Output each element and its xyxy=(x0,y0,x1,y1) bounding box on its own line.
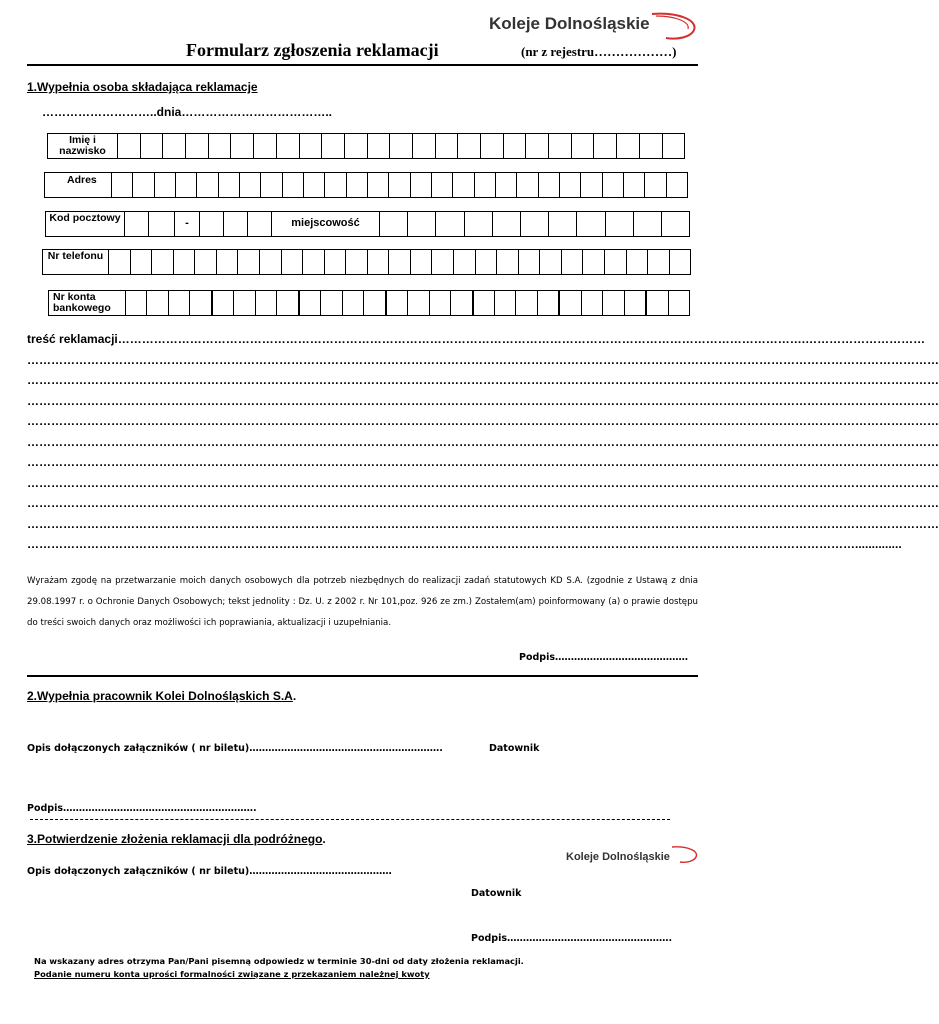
brand-logo-text-small: Koleje Dolnośląskie xyxy=(566,851,670,863)
signature-line-applicant[interactable]: Podpis…………………………………… xyxy=(519,652,689,663)
complaint-line[interactable]: ………………………………………………………………………………………………………………………………………………………………………………………………………… xyxy=(27,455,939,469)
character-cell[interactable] xyxy=(634,212,662,236)
character-cell[interactable] xyxy=(538,291,560,315)
character-cell[interactable] xyxy=(190,291,212,315)
signature-line-passenger[interactable]: Podpis……………………………………………. xyxy=(471,933,673,944)
character-cell[interactable] xyxy=(256,291,277,315)
character-cell[interactable] xyxy=(582,291,603,315)
character-cell[interactable] xyxy=(411,173,432,197)
character-cell[interactable] xyxy=(495,291,516,315)
complaint-line[interactable]: ………………………………………………………………………………………………………………………………………………………………………………………………………… xyxy=(27,434,939,449)
character-cell[interactable] xyxy=(408,212,436,236)
character-cell[interactable] xyxy=(549,212,577,236)
character-cell[interactable] xyxy=(387,291,408,315)
character-cell[interactable] xyxy=(474,291,495,315)
character-cell[interactable] xyxy=(577,212,605,236)
character-cell[interactable] xyxy=(197,173,218,197)
character-cell[interactable] xyxy=(186,134,209,158)
character-cell[interactable] xyxy=(560,291,581,315)
character-cell[interactable] xyxy=(109,250,131,274)
character-cell[interactable] xyxy=(303,250,325,274)
character-cell[interactable] xyxy=(321,291,342,315)
postal-cell[interactable] xyxy=(248,212,272,236)
character-cell[interactable] xyxy=(549,134,572,158)
character-cell[interactable] xyxy=(504,134,527,158)
character-cell[interactable] xyxy=(647,291,668,315)
name-field-label: Imię i nazwisko xyxy=(48,134,118,158)
character-cell[interactable] xyxy=(260,250,282,274)
character-cell[interactable] xyxy=(174,250,196,274)
character-cell[interactable] xyxy=(133,173,154,197)
character-cell[interactable] xyxy=(238,250,260,274)
character-cell[interactable] xyxy=(169,291,190,315)
character-cell[interactable] xyxy=(195,250,217,274)
character-cell[interactable] xyxy=(572,134,595,158)
character-cell[interactable] xyxy=(606,212,634,236)
character-cell[interactable] xyxy=(261,173,282,197)
character-cell[interactable] xyxy=(519,250,541,274)
character-cell[interactable] xyxy=(432,173,453,197)
complaint-line[interactable]: ………………………………………………………………………………………………………………………………………………………………………………………………………… xyxy=(27,393,939,408)
postal-cell[interactable] xyxy=(149,212,175,236)
section2-heading: 2.Wypełnia pracownik Kolei Dolnośląskich S.A. xyxy=(27,689,297,703)
character-cell[interactable] xyxy=(213,291,234,315)
character-cell[interactable] xyxy=(219,173,240,197)
postal-city-field[interactable] xyxy=(45,211,690,237)
character-cell[interactable] xyxy=(617,134,640,158)
footer-note-response: Na wskazany adres otrzyma Pan/Pani pisemną odpowiedz w terminie 30-dni od daty złożenia reklamacji. xyxy=(34,956,524,966)
character-cell[interactable] xyxy=(390,134,413,158)
brand-swoosh-icon-small xyxy=(670,845,700,865)
section1-heading: 1.Wypełnia osoba składająca reklamacje xyxy=(27,80,258,94)
character-cell[interactable] xyxy=(131,250,153,274)
character-cell[interactable] xyxy=(451,291,473,315)
character-cell[interactable] xyxy=(282,250,304,274)
character-cell[interactable] xyxy=(430,291,451,315)
character-cell[interactable] xyxy=(408,291,429,315)
character-cell[interactable] xyxy=(516,291,537,315)
postal-cell[interactable] xyxy=(200,212,224,236)
address-field[interactable] xyxy=(44,172,688,198)
stamp-label-staff: Datownik xyxy=(489,743,540,754)
character-cell[interactable] xyxy=(581,173,602,197)
character-cell[interactable] xyxy=(380,212,408,236)
stamp-label-passenger: Datownik xyxy=(471,888,522,899)
complaint-line[interactable]: ………………………………………………………………………………………………………………………………………………………………………………………………………… xyxy=(27,516,939,531)
place-date-line[interactable]: ………………………..dnia……………………………….. xyxy=(42,105,333,119)
footer-note-account: Podanie numeru konta uprości formalności związane z przekazaniem należnej kwoty xyxy=(34,969,430,979)
character-cell[interactable] xyxy=(594,134,617,158)
city-label: miejscowość xyxy=(272,212,380,236)
character-cell[interactable] xyxy=(669,291,689,315)
page-title: Formularz zgłoszenia reklamacji xyxy=(186,40,439,60)
character-cell[interactable] xyxy=(603,173,624,197)
character-cell[interactable] xyxy=(562,250,584,274)
complaint-line[interactable]: ………………………………………………………………………………………………………………………………………………………………………………………………………… xyxy=(27,373,939,387)
character-cell[interactable] xyxy=(648,250,670,274)
character-cell[interactable] xyxy=(254,134,277,158)
character-cell[interactable] xyxy=(325,173,346,197)
character-cell[interactable] xyxy=(368,173,389,197)
complaint-first-line[interactable]: treść reklamacji……………………………………………………………………………………………………………………………………………………….………………………… xyxy=(27,332,926,346)
phone-field[interactable] xyxy=(42,249,691,275)
character-cell[interactable] xyxy=(411,250,433,274)
character-cell[interactable] xyxy=(141,134,164,158)
character-cell[interactable] xyxy=(300,291,321,315)
character-cell[interactable] xyxy=(368,134,391,158)
address-field-label: Adres xyxy=(45,173,112,197)
character-cell[interactable] xyxy=(481,134,504,158)
character-cell[interactable] xyxy=(163,134,186,158)
character-cell[interactable] xyxy=(126,291,147,315)
character-cell[interactable] xyxy=(304,173,325,197)
character-cell[interactable] xyxy=(627,250,649,274)
character-cell[interactable] xyxy=(325,250,347,274)
character-cell[interactable] xyxy=(663,134,685,158)
character-cell[interactable] xyxy=(300,134,323,158)
section3-heading: 3.Potwierdzenie złożenia reklamacji dla podróżnego. xyxy=(27,832,326,846)
character-cell[interactable] xyxy=(465,212,493,236)
complaint-line[interactable]: ………………………………………………………………………………………………………………………………………………………………………………………………………… xyxy=(27,475,939,490)
character-cell[interactable] xyxy=(343,291,364,315)
character-cell[interactable] xyxy=(517,173,538,197)
attachments-line-passenger[interactable]: Opis dołączonych załączników ( nr biletu)……………………………………… xyxy=(27,866,392,877)
bank-account-label: Nr konta bankowego xyxy=(49,291,126,315)
character-cell[interactable] xyxy=(493,212,521,236)
character-cell[interactable] xyxy=(625,291,647,315)
character-cell[interactable] xyxy=(458,134,481,158)
character-cell[interactable] xyxy=(436,134,459,158)
character-cell[interactable] xyxy=(605,250,627,274)
character-cell[interactable] xyxy=(155,173,176,197)
header-divider xyxy=(27,64,698,66)
character-cell[interactable] xyxy=(497,250,519,274)
character-cell[interactable] xyxy=(283,173,304,197)
data-consent-text: Wyrażam zgodę na przetwarzanie moich danych osobowych dla potrzeb niezbędnych do realizacji zadań statutowych KD S.A. (zgodnie z Ustawą z dnia 29.08.1997 r. o Ochronie Danych Osobowych; tekst jednolity : Dz. U. z 2002 r. Nr 101,poz. 926 ze zm.) Zostałem(am) poinformowany (a) o prawie dostępu do treści swoich danych oraz możliwości ich poprawiania, aktualizacji i uzupełniania. xyxy=(27,576,698,628)
complaint-area[interactable] xyxy=(27,332,939,558)
complaint-label: treść reklamacji xyxy=(27,332,118,346)
character-cell[interactable] xyxy=(240,173,261,197)
character-cell[interactable] xyxy=(345,134,368,158)
character-cell[interactable] xyxy=(209,134,232,158)
character-cell[interactable] xyxy=(475,173,496,197)
character-cell[interactable] xyxy=(670,250,691,274)
postal-dash: - xyxy=(175,212,200,236)
brand-swoosh-icon xyxy=(648,10,700,42)
complaint-line[interactable]: ………………………………………………………………………………………………………………………………………………………………………………………………………… xyxy=(27,352,939,367)
character-cell[interactable] xyxy=(432,250,454,274)
character-cell[interactable] xyxy=(476,250,498,274)
character-cell[interactable] xyxy=(662,212,689,236)
character-cell[interactable] xyxy=(346,250,368,274)
character-cell[interactable] xyxy=(389,173,410,197)
character-cell[interactable] xyxy=(322,134,345,158)
character-cell[interactable] xyxy=(583,250,605,274)
postal-cell[interactable] xyxy=(125,212,149,236)
cut-line xyxy=(30,819,670,820)
brand-logo-text: Koleje Dolnośląskie xyxy=(489,14,650,33)
character-cell[interactable] xyxy=(496,173,517,197)
character-cell[interactable] xyxy=(234,291,255,315)
character-cell[interactable] xyxy=(436,212,464,236)
character-cell[interactable] xyxy=(277,134,300,158)
character-cell[interactable] xyxy=(640,134,663,158)
character-cell[interactable] xyxy=(413,134,436,158)
complaint-line[interactable]: ……………………………………………………………………………………………………………………………………………………………………………………….............. xyxy=(27,537,902,551)
register-number-field: (nr z rejestru………………) xyxy=(521,44,677,59)
signature-line-staff[interactable]: Podpis……………………………………………………. xyxy=(27,803,257,814)
character-cell[interactable] xyxy=(624,173,645,197)
section-divider xyxy=(27,675,698,677)
character-cell[interactable] xyxy=(539,173,560,197)
character-cell[interactable] xyxy=(540,250,562,274)
name-field[interactable] xyxy=(47,133,685,159)
postal-cell[interactable] xyxy=(224,212,248,236)
character-cell[interactable] xyxy=(347,173,368,197)
character-cell[interactable] xyxy=(368,250,390,274)
character-cell[interactable] xyxy=(118,134,141,158)
phone-field-label: Nr telefonu xyxy=(43,250,109,274)
character-cell[interactable] xyxy=(112,173,133,197)
character-cell[interactable] xyxy=(389,250,411,274)
complaint-line[interactable]: ………………………………………………………………………………………………………………………………………………………………………………………………………… xyxy=(27,414,939,428)
character-cell[interactable] xyxy=(364,291,386,315)
character-cell[interactable] xyxy=(560,173,581,197)
character-cell[interactable] xyxy=(453,173,474,197)
character-cell[interactable] xyxy=(217,250,239,274)
complaint-line[interactable]: ………………………………………………………………………………………………………………………………………………………………………………………………………… xyxy=(27,496,939,510)
character-cell[interactable] xyxy=(645,173,666,197)
bank-account-field[interactable] xyxy=(48,290,690,316)
character-cell[interactable] xyxy=(152,250,174,274)
character-cell[interactable] xyxy=(526,134,549,158)
character-cell[interactable] xyxy=(231,134,254,158)
character-cell[interactable] xyxy=(147,291,168,315)
character-cell[interactable] xyxy=(521,212,549,236)
character-cell[interactable] xyxy=(176,173,197,197)
postal-code-label: Kod pocztowy xyxy=(46,212,125,236)
character-cell[interactable] xyxy=(454,250,476,274)
attachments-line-staff[interactable]: Opis dołączonych załączników ( nr biletu)……………………………………………………. xyxy=(27,743,443,754)
character-cell[interactable] xyxy=(603,291,624,315)
character-cell[interactable] xyxy=(277,291,299,315)
character-cell[interactable] xyxy=(667,173,687,197)
